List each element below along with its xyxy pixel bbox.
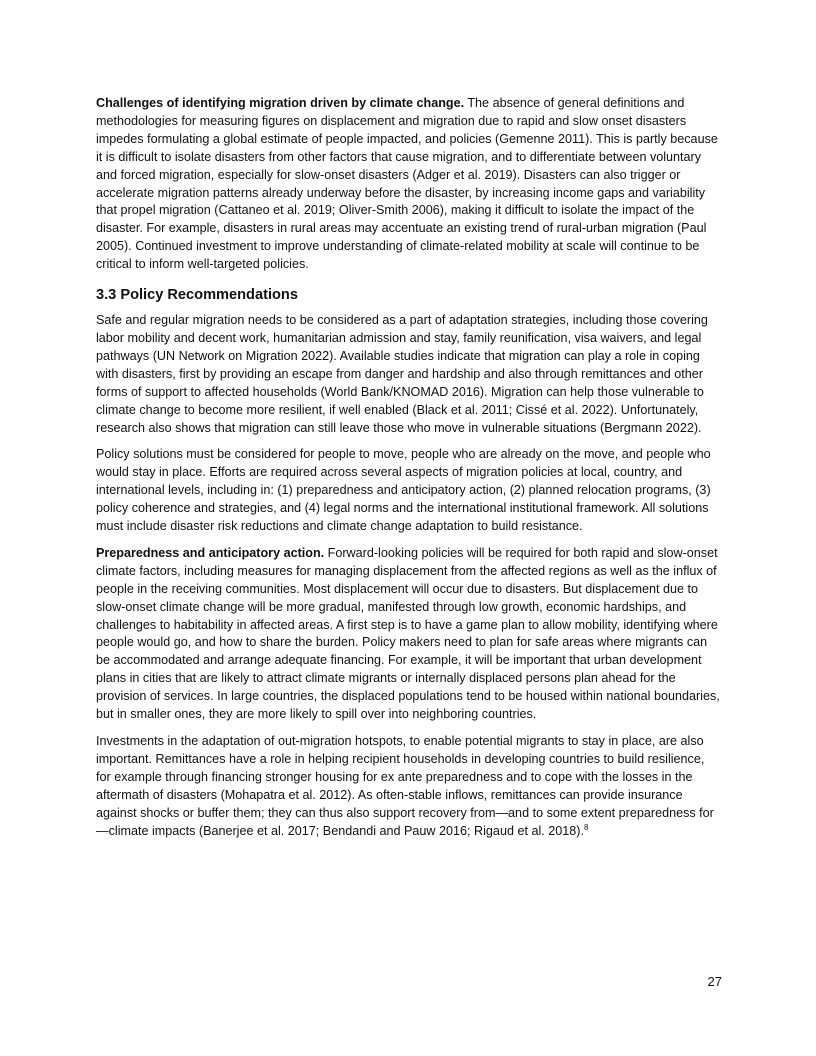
paragraph-preparedness — [96, 545, 722, 724]
paragraph-safe-migration — [96, 312, 722, 437]
paragraph-text-challenges: The absence of general definitions and methodologies for measuring figures on displacement and migration due to rapid and slow onset disasters impedes formulating a global estimate of people impacted, and policies (Gemenne 2011). This is partly because it is difficult to isolate disasters from other factors that cause migration, and to differentiate between voluntary and forced migration, especially for slow-onset disasters (Adger et al. 2019). Disasters can also trigger or accelerate migration patterns already underway before the disaster, by increasing income gaps and variability that propel migration (Cattaneo et al. 2019; Oliver-Smith 2006), making it difficult to isolate the impact of the disaster. For example, disasters in rural areas may accentuate an existing trend of rural-urban migration (Paul 2005). Continued investment to improve understanding of climate-related mobility at scale will continue to be critical to inform well-targeted policies. — [96, 96, 718, 272]
paragraph-text-preparedness: Forward-looking policies will be required for both rapid and slow-onset climate factors, including measures for managing displacement from the affected regions as well as the influx of people in the receiving communities. Most displacement will occur due to disasters. But displacement due to slow-onset climate change will be more gradual, manifested through low growth, economic hardships, and challenges to habitability in affected areas. A first step is to have a game plan to allow mobility, identifying where people would go, and how to share the burden. Policy makers need to plan for safe areas where migrants can be accommodated and arrange adequate financing. For example, it will be important that urban development plans in cities that are likely to attract climate migrants or internally displaced persons plan ahead for the provision of services. In large countries, the displaced populations tend to be housed within national boundaries, but in smaller ones, they are more likely to spill over into neighboring countries. — [96, 545, 720, 722]
paragraph-policy-solutions — [96, 446, 722, 536]
page-content — [96, 95, 722, 849]
page-number: 27 — [707, 974, 722, 989]
paragraph-lead-challenges: Challenges of identifying migration driven by climate change. — [96, 96, 465, 110]
section-heading: 3.3 Policy Recommendations — [96, 287, 298, 304]
paragraph-text-policy-solutions: Policy solutions must be considered for people to move, people who are already on the move, and people who would stay in place. Efforts are required across several aspects of migration policies at local, country, and international levels, including in: (1) preparedness and anticipatory action, (2) planned relocation programs, (3) policy coherence and strategies, and (4) legal norms and the international institutional framework. All solutions must include disaster risk reductions and climate change adaptation to build resistance. — [96, 447, 711, 534]
paragraph-challenges — [96, 95, 722, 274]
footnote-reference[interactable]: 8 — [583, 822, 589, 832]
paragraph-investments — [96, 733, 722, 840]
paragraph-text-safe-migration: Safe and regular migration needs to be considered as a part of adaptation strategies, including those covering labor mobility and decent work, humanitarian admission and stay, family reunification, visa waivers, and legal pathways (UN Network on Migration 2022). Available studies indicate that migration can play a role in coping with disasters, first by providing an escape from danger and hardship and also through remittances and other forms of support to affected households (World Bank/KNOMAD 2016). Migration can help those vulnerable to climate change to become more resilient, if well enabled (Black et al. 2011; Cissé et al. 2022). Unfortunately, research also shows that migration can still leave those who move in vulnerable situations (Bergmann 2022). — [96, 313, 708, 435]
paragraph-lead-preparedness: Preparedness and anticipatory action. — [96, 545, 325, 560]
paragraph-text-investments: Investments in the adaptation of out-migration hotspots, to enable potential migrants to stay in place, are also important. Remittances have a role in helping recipient households in developing countries to build resilience, for example through financing stronger housing for ex ante preparedness and to cope with the losses in the aftermath of disasters (Mohapatra et al. 2012). As often-stable inflows, remittances can provide insurance against shocks or buffer them; they can thus also support recovery from—and to some extent preparedness for—climate impacts (Banerjee et al. 2017; Bendandi and Pauw 2016; Rigaud et al. 2018). — [96, 734, 714, 838]
